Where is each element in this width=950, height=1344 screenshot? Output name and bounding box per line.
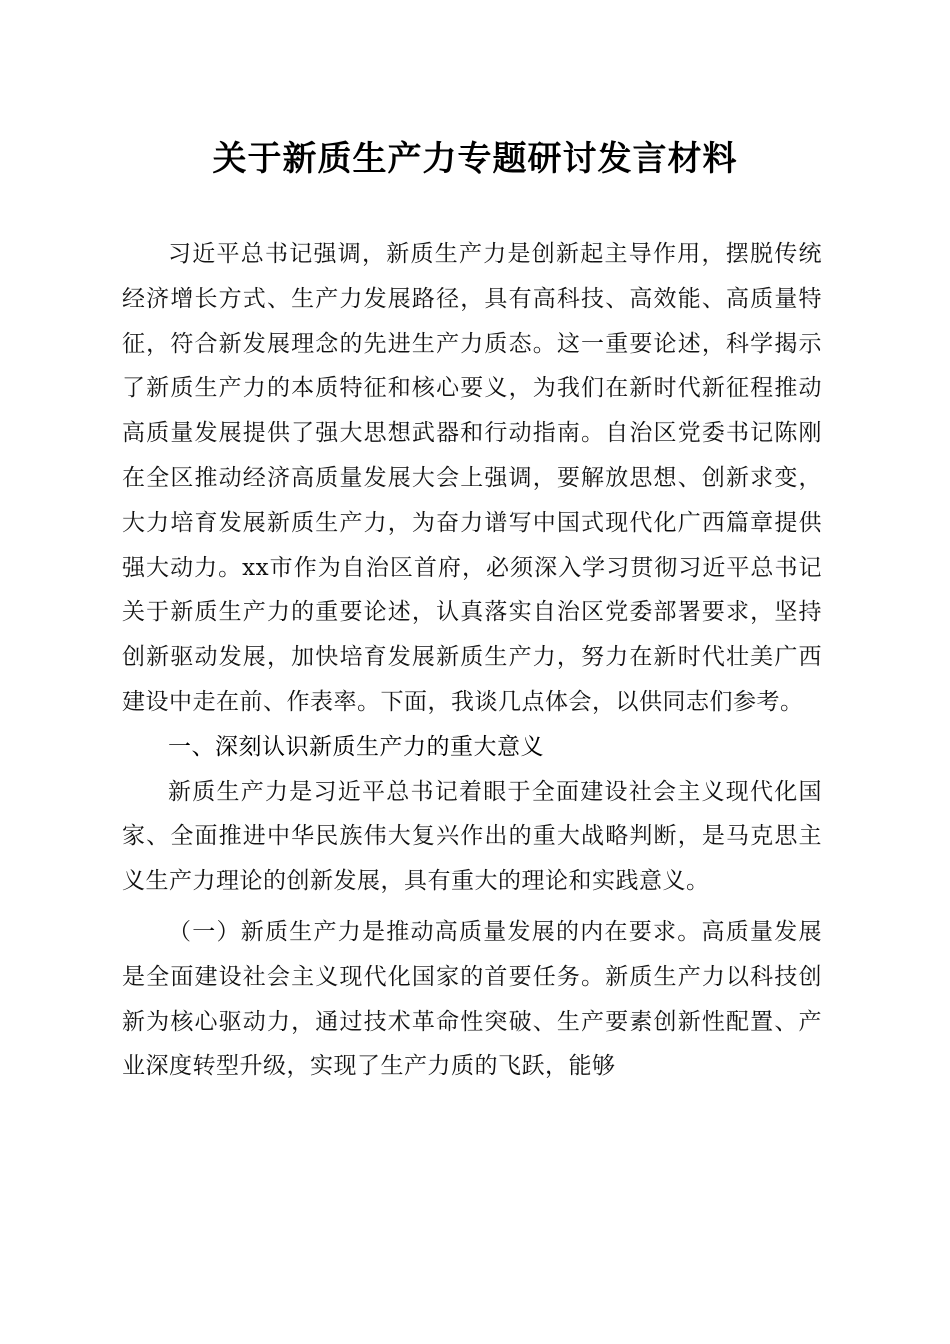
document-title: 关于新质生产力专题研讨发言材料 <box>212 139 738 179</box>
document-body <box>122 232 822 1089</box>
intro-paragraph: 习近平总书记强调，新质生产力是创新起主导作用，摆脱传统经济增长方式、生产力发展路径，具有高科技、高效能、高质量特征，符合新发展理念的先进生产力质态。这一重要论述，科学揭示了新质生产力的本质特征和核心要义，为我们在新时代新征程推动高质量发展提供了强大思想武器和行动指南。自治区党委书记陈刚在全区推动经济高质量发展大会上强调，要解放思想、创新求变，大力培育发展新质生产力，为奋力谱写中国式现代化广西篇章提供强大动力。xx市作为自治区首府，必须深入学习贯彻习近平总书记关于新质生产力的重要论述，认真落实自治区党委部署要求，坚持创新驱动发展，加快培育发展新质生产力，努力在新时代壮美广西建设中走在前、作表率。下面，我谈几点体会，以供同志们参考。 <box>122 241 822 715</box>
subsection-1-paragraph: （一）新质生产力是推动高质量发展的内在要求。高质量发展是全面建设社会主义现代化国家的首要任务。新质生产力以科技创新为核心驱动力，通过技术革命性突破、生产要素创新性配置、产业深度转型升级，实现了生产力质的飞跃，能够 <box>122 918 822 1080</box>
section-heading-1: 一、深刻认识新质生产力的重大意义 <box>168 733 544 760</box>
section-1-paragraph: 新质生产力是习近平总书记着眼于全面建设社会主义现代化国家、全面推进中华民族伟大复兴作出的重大战略判断，是马克思主义生产力理论的创新发展，具有重大的理论和实践意义。 <box>122 778 822 895</box>
